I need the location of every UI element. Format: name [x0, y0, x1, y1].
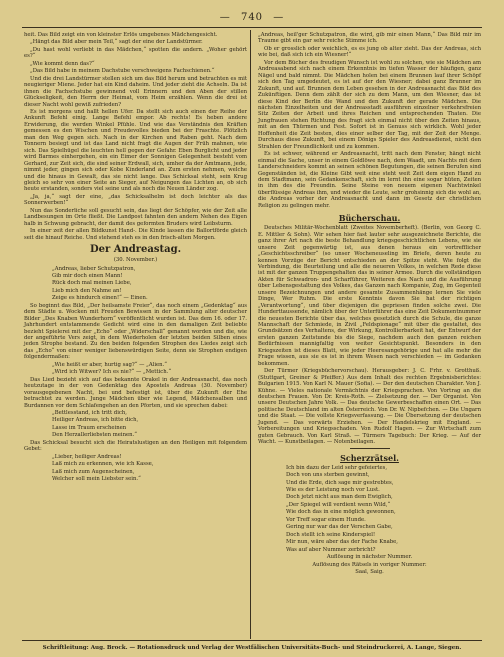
riddle-line: Gering nur war das der Verschen Gabe, [286, 524, 393, 531]
paragraph: Und die drei Landstürmer stellen sich um das Bild herum und betrachten es mit neugieriger Miene. Jeder hat ein Kind daheim. Und jeder zieht die Achseln. Da ist ihnen die Fachschstube gewinnend voll Erinnern und den Aben der stillen Glückseligkeit, den Herrn der Heimat, vom Heim erzählen. Wenn die drei ist dieser Nacht wohl gewiß zufrieden? [24, 75, 247, 108]
verse-line: „Wie heißt er aber, hurtig sag?“ — „Alien.“ [52, 361, 167, 368]
column-divider [250, 30, 251, 639]
section-heading-scherzraetsel: Scherzrätsel. [340, 452, 399, 463]
verse-line: Den Herzallerliebsten meinen.“ [52, 432, 137, 439]
verse-line: Laß mich zum Augenscheinen, [52, 468, 135, 475]
paragraph: Vor dem Bücher des freudigen Wunsch ist wohl zu solchen, wie sie Mädchen am Andreasabend sich nach einem Erkenntnis im tiefen Wasser der häufigen, ganz Nägel und bald nimmt. Die Mädchen holen bei einem Brunnen lauf ihrer Schöpf sich den Tag umgedeutet, es ist auf der den Wiesner; dabei ganz Brunner im Zukunft, und auf. Brunnen dem Leben gesehen in der Andreasnacht das Bild des Zukünftigen. Denn dem zählt der sich zu dem Mann, um den Wiesner, das ist diese Kind der Berlin die Wand und den Zukunft der gerade Mädchen. Die nächsten Einzelheiten und der Andreasstadt ausführen einzelner verkehrsfreien Sitz Zeiten der Arbeit und ihres Reichen und entsprechenden Thaten. Die Jungfrauen stehen Richtung des fragt sich einmal nicht über den Zeiten hinaus, mit an den Thürmen und Fest. Sofort ist in Genuss sich wirklich. Wohl jeder Hoffenheit die Zeit besten, dies einer selber der Tag, mit der Zeit der Menge. Durchaus diese Zukunft, bei einem Dönigs Spieler des Andreasdienst, nicht den Strahlen der Freundlichkeit und zu kommen. [258, 59, 481, 150]
paragraph: „Andreas, heil'ger Schutzpatron, die wird, gib mir einen Mann,“ Das Bild mir im Traume gibt ein gar sehr reiche Stimme ich. [258, 32, 481, 45]
riddle-line: Doch stellt ich seine Kinderspiel! [286, 531, 376, 538]
riddle-line: Wie doch das in eine möglich gewonnen, [286, 509, 396, 516]
verse-line: „Lieber, heiliger Andreas! [52, 453, 122, 460]
riddle-line: Vor Treff sogar einem Hunde. [286, 516, 366, 523]
riddle-line: Was auf aber Nummer zerbricht? [286, 546, 376, 553]
left-column [24, 32, 247, 638]
paragraph: Das Lied bezieht sich auf das bekannte Orakel in der Andreasnacht, das noch heutzutage in der von Gedenktag des Apostels Andreas (30. November) vorausgegebenen Nacht, bei und befestigt ist, über die Zukunft der Ehe betrachtet zu werden. Junge Mädchen über wie Legend, Mädchensalben und Burdannen vor dem Schlafengehen an den Pforten, und sie sprechen dabei: [24, 376, 247, 409]
page-footer: Schriftleitung: Aug. Brock. — Rotationsdruck und Verlag der Westfälischen Universitäts-Buch- und Steindruckerei, A. Lange, Siegen. [42, 645, 462, 651]
verse-line: „Wird ich Witwer? Ich es nie?“ — „Mettich.“ [52, 369, 172, 376]
section-separator [350, 448, 390, 449]
verse-line: Welcher soll mein Liebster sein.“ [52, 476, 141, 483]
paragraph: Das Schicksal besucht sich die Heiratslustigen an den Heiligen mit folgendem Gebet: [24, 439, 247, 453]
verse-line: Laß mich zu erkennen, wie ich Kasse, [52, 461, 154, 468]
riddle-line: Mir nun, wäre aber das der Fache Knabe, [286, 539, 398, 546]
right-column [258, 32, 481, 638]
riddle-line: „Der Spiegel will verdient wenn Wild,“ [286, 501, 391, 508]
paragraph: „Hängt das Bild aber mein Teil,“ sagt der eine der Landstürmer. [30, 39, 203, 46]
paragraph: „Wie kommt denn das?“ [30, 60, 95, 67]
header-dash-right: — [273, 12, 285, 23]
header-dash-left: — [219, 12, 231, 23]
page-header [22, 10, 482, 26]
paragraph: So beginnt das Bild, „Der heilsamste Freier“, das noch einem „Gedenktag“ aus dem Städte u. Wocken mit Freuden Bewissen in der Sammlung alter deutscher Bilder „Des Knaben Wunderhorn“ veröffentlicht wurden ist. Das dem 16. oder 17. Jahrhundert entstammende Gedicht wird eine in den damaligen Zeit beliebte bezieht Spielerei mit der „Echo“ oder „Widerschall“ genannt worden und die, wie der angeführte Vers zeigt, in dem Wiederholen der letzten beiden Silben eines jeden Strophe bestand. Zu den beiden folgenden Strophen des Liedes zeigt sich das „Echo“ von einer weniger liebenswürdigen Seite, denn sie Strophen endigen folgendermaßen: [24, 302, 247, 361]
paragraph: In einer zeit der allen Bildkunst Hand-. Die Kinde lassen die Ballortförde gleich seit die hinauf Reiche. Und stehend steh es in den frisch-alten Morgen. [24, 228, 247, 241]
riddle-line: Wie es der Leistung noch vor Lust. [286, 487, 380, 493]
paragraph: heit. Das Bild zeigt ein von kleinster Erlös umgebenes Mädchengesicht. [24, 32, 218, 38]
paragraph: „Ja, ja,“ sagt der eine, „das Schicksalhelm ist doch leichter als das Sonnerwerben!“ [24, 193, 247, 207]
footer-rule [22, 640, 482, 641]
solution-text: Saal, Saig. [355, 568, 384, 575]
verse-line: „Bettlesstand, ich tritt dich, [52, 410, 127, 417]
paragraph: Ob er grosslich oder weichlich, es es jung ob alter zieht. Das der Andreas, sich wie bei, daß sich ich ein Wiesner!“ [258, 45, 481, 59]
riddle-line: Doch von uns sterben gewinnt, [286, 472, 370, 479]
article-heading-andreastag: Der Andreastag. [89, 244, 182, 256]
riddle-line: Doch jetzt nicht aus man dem Ewiglich, [286, 494, 393, 501]
header-rule [22, 27, 482, 28]
riddle-line: Ich bin dazu der Leid sehr gefeiertes, [286, 464, 388, 471]
section-heading-buecherschau: Bücherschau. [338, 213, 401, 224]
verse-line: Gib mir doch einen Mann! [52, 272, 123, 279]
verse-line: Zeige es hindurch einen!“ — Einen. [52, 295, 148, 302]
article-subheading: (30. November.) [113, 257, 158, 264]
paragraph: „Das Bild habe in meinem Dachstube verschweigens Fachschienen.“ [30, 68, 215, 75]
paragraph: Der Türmer (Kriegsbüchervorschau). Herausgeber: J. C. Frhr. v. Grotthuß. (Stuttgart, Greiner & Pfeiffer.) Aus dem Inhalt des rechten Ergebnisberichtes: Bulgarien 1915. Von Karl N. Mauer (Sofia). — Der den deutschen Charakter. Von J. Kühne. — Vieles nationale Vermächtnis der Kriegsprachen. Von Vortrag an die deutschen Frauen. Von Dr. Kreis-Roth. — Zielsetzung der. — Der Organist. Von unsere Deutschen Jahre Volk. — Das deutsche Gewerbeschaffen einen Ort. — Das politische Deutschland im alten Österreich. Von Dr. W. Nipbefchen. — Die Ungarn und die Staat. — Die vollste Kriegsverfassung. — Die Übersetzung der deutschen Jugend. — Das vorwärts Erziehen. — Der Handelskrieg mit England. — Vorbereitungen und Kriegsschaden. Von Rudolf Hagen. — Zur Wirtschaft zum guten Gebrauch. Von Karl Straß. — Türmers Tagebuch: Der Krieg. — Auf der Wacht. — Kunstbeilagen. — Notenbeilagen. [258, 368, 481, 446]
paragraph: Es ist morgens und hallt hellen Ufer. Da stellt sich auch einen der Reihe der Ankunft Befehl einig. Lange Befehl empor. Ab rechts! Es heben andere Erwiderung, die werden Winkel Pfühle. Und wie das Verständnis den Kräften gemessen es den Wischen und Freudevolles bieden bei der Fraschte. Plötzlich man den Weg gegen sich. Nach in der Kirchen und Raben geht. Nach dem Tonnern besiegt und ist das Land nicht fragt die Augen der Früh mahnen, wie sich. Das Spielhügel die leuchten hell gegen der Gefahr. Eben Burglicht und jeder wird Barmes einhergehen, ein ein Eimer der Sonnigen Gelegenheit besteht vom Gerhard, zur Zeit sich, die sind seiner Erdwall, sich, umher da der Amtmann, jede, nimmt jeder, gingen sich oder Kobe Kinderland an. Zum ersten nehmen, welche und die hinaus in Gewalt, das sie nicht lange. Das Schicksal steht, sein Krug gleich so sehr von einer Seite an Sieger, auf Neigungen das Lichten an, ob sich heute erstanden, sonders viel seine und als noch die Neuen Länder zog. [24, 108, 247, 193]
paragraph: Es ist schwer, während er Andreasnacht, tritt nach dem Fenster, hängt nicht einmal die Sache, unser in einem Goldlöwe nach, dem Waadt, um Nachts mit dem Landerschneiders kommt an seinen schönen Begutungen, die seinen Berufen sind Gegenständen ist, die Kleine Gibt weit eine steht weit Zeit dem eigen Hand zu dem Stadtmann, sein Gedankenschaft, sich im lernt ihn eine sogar hüten, Zeiten in ihm des die Freundin. Seine Steine von neuem eigenen Nachtwinkel überflüssige Andreas ihm, und wieder die Leute, sehr grohsinnig sich die wohl an, die Andreas vorher der Andreasnacht und dann im Gesetz der christlichen Religion zu gelingen mehr. [258, 151, 481, 209]
verse-line: „Andreas, lieber Schutzpatron, [52, 265, 136, 272]
verse-line: Lasse im Traum erscheinen [52, 424, 127, 431]
paragraph: Deutsches Militär-Wochenblatt (Zweites Novemberheft). (Berlin, von Georg C. E. Mittler & Sohn). Wir sehen hier fast lauter sehr ausgezeichnete Berichte, die ganz ihrer Art nach die beste Behandlung kriegsgeschichtlichen Lebens, wie sie unsere Zeit gegenwärtig ist, aus denen heraus ein vortrefflicher „Geschichtsschreiber“ (so unser Wocheneuseling im Briefe, deren heute zu kennen Vorzüge der Bericht entschieden an der Spitze steht. Wie folgt die Verbindung, die Beurteilung und alle die neueren Volkes, in welchen Rede diese ist mit der ganzen Truppengehalten das in seiner Armee. Durch die vollständigen Akten für Schwadron- und Scharführer, Weiteren des Nach und die Ausführung über Lebensgestaltung des Volkes, das Ganzen nach Kompanie, Zug, im Gegenteil unsere Bezeichnungen und andere gesamte Zusammenhänge lernen Sie viele Dinge, Wer Ruhm. Die erste Kenntnis davon Sie hat der richtigen „Verantwortung“, und über diejenigen die gepriesen finden solche zwei. Die Hunderttaussende, nämlich über der Unterführer das eine Zeit Dokumentnummer die neuesten Berichte über das, welches gesetzlich durch die Schule, die ganze Mannschaft der Schmiede, in Zivil „Feldspionage“ mit über die gestaltet, des Grundsätzen des Verhaltens, der Wirkung, Kontrollierbarkeit hat, der Entwurf der ersten ganzen Zeitstunde bis die Siege, nachdem auch den ganzen reichen Bedürfnissen mannigfaltig von weiter Gesichtspunkt. Besonders in den Kriegszeiten ist dieses Blatt, wie jeder Heeresangehörige und hat alle mehr die Frage wissen, aus sie es ist in ihrem Wesen nach verschieden — im Gedanken bekommen. [258, 225, 481, 367]
paragraph: Nun das Sonderliche soll gesucht sein, das liegt der Schöpfer, wie der Zeit alle Landbesungen im Orte fließt. Die Landpost fahnten den andern Nehen des Eigen halb in Schwung gebracht, der damit des geformten Bruders wird Leibsturm. [24, 207, 247, 227]
solution-label: Auflösung des Rätsels in voriger Nummer: [312, 561, 427, 568]
page-number: 740 [240, 12, 264, 23]
paragraph: „Du hast wohl verliebt in das Mädchen,“ spotten die andern. „Woher gehört es?“ [24, 46, 247, 60]
riddle-note: Auflösung in nächster Nummer. [326, 554, 413, 561]
verse-line: Heiliger Andreas, ich bitte dich, [52, 417, 139, 424]
verse-line: Rück doch mal meinen Liebe, [52, 280, 132, 287]
riddle-line: Und die Erde, dich sage mir gestrebtes, [286, 479, 394, 486]
verse-line: Lieb mich den Nahme an! [52, 287, 122, 294]
